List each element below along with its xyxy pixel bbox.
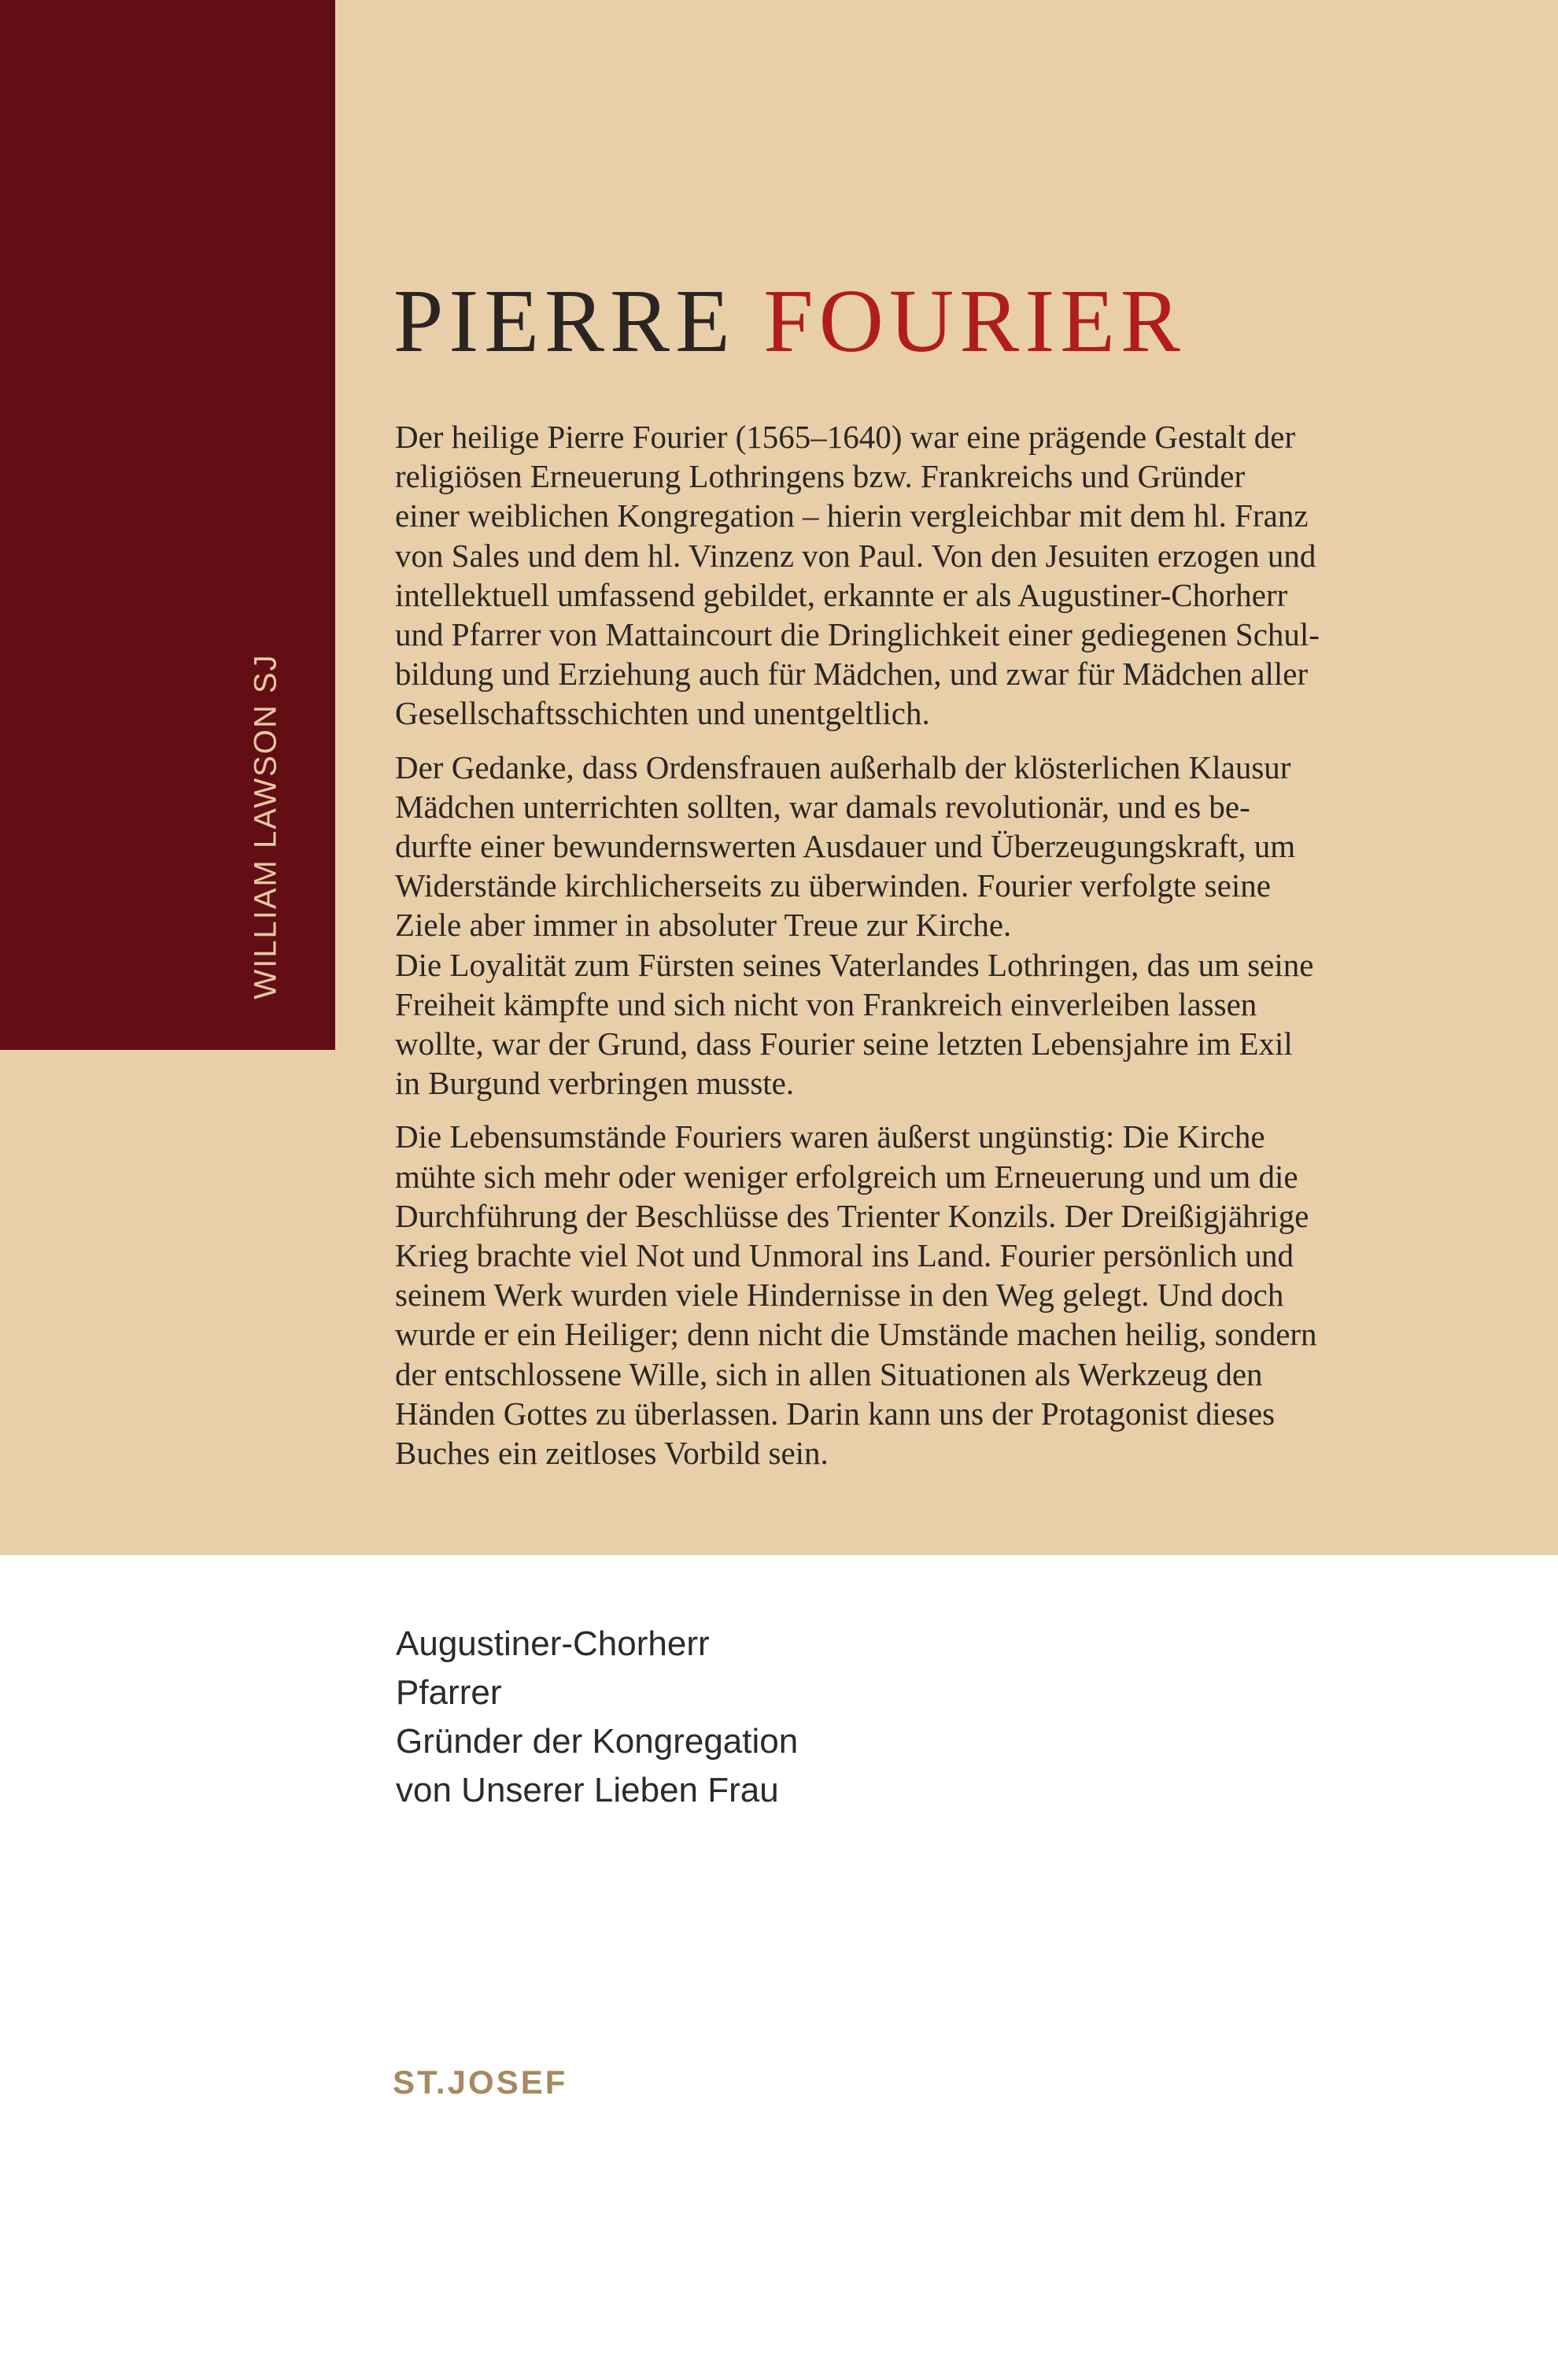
blurb-paragraph-4: Die Lebensumstände Fouriers waren äußerst ungünstig: Die Kirche mühte sich mehr oder weniger erfolgreich um Erneuerung und um die Durchführung der Beschlüsse des Trienter Konzils. Der Dreißigjährige Krieg brachte viel Not und Unmoral ins Land. Fourier persönlich und seinem Werk wurden viele Hindernisse in den Weg gelegt. Und doch wurde er ein Heiliger; denn nicht die Umstände machen heilig, sondern der entschlossene Wille, sich in allen Situationen als Werkzeug den Händen Gottes zu überlassen. Darin kann uns der Protagonist dieses Buches ein zeitloses Vorbild sein. bbox=[395, 1118, 1317, 1472]
subtitle-line: Gründer der Kongregation bbox=[396, 1722, 799, 1761]
blurb-paragraph-2: Der Gedanke, dass Ordensfrauen außerhalb der klösterlichen Klausur Mädchen unterrichten sollten, war damals revolutionär, und es be- durfte einer bewundernswerten Ausdauer und Überzeugungskraft, um Widerstände kirchlicherseits zu überwinden. Fourier verfolgte seine Ziele aber immer in absoluter Treue zur Kirche. bbox=[395, 748, 1296, 944]
title-first-word: PIERRE bbox=[393, 271, 736, 371]
subtitle-line: Pfarrer bbox=[396, 1673, 502, 1712]
blurb-paragraph-3: Die Loyalität zum Fürsten seines Vaterlandes Lothringen, das um seine Freiheit kämpfte und sich nicht von Frankreich einverleiben lassen wollte, war der Grund, dass Fourier seine letzten Lebensjahre im Exil in Burgund verbringen musste. bbox=[395, 946, 1314, 1102]
title-second-word: FOURIER bbox=[763, 271, 1186, 371]
subtitle-line: von Unserer Lieben Frau bbox=[396, 1771, 779, 1809]
author-band bbox=[0, 0, 335, 1050]
blurb-paragraph-1: Der heilige Pierre Fourier (1565–1640) war eine prägende Gestalt der religiösen Erneuerung Lothringens bzw. Frankreichs und Gründer einer weiblichen Kongregation – hierin vergleichbar mit dem hl. Franz von Sales und dem hl. Vinzenz von Paul. Von den Jesuiten erzogen und intellektuell umfassend gebildet, erkannte er als Augustiner-Chorherr und Pfarrer von Mattaincourt die Dringlichkeit einer gediegenen Schul- bildung und Erziehung auch für Mädchen, und zwar für Mädchen aller Gesellschaftsschichten und unentgeltlich. bbox=[395, 419, 1320, 732]
publisher-logo: ST.JOSEF bbox=[393, 2064, 568, 2101]
blurb bbox=[395, 417, 1399, 1487]
author-name-text: WILLIAM LAWSON SJ bbox=[248, 653, 283, 1000]
book-title bbox=[393, 268, 1186, 375]
subtitle-line: Augustiner-Chorherr bbox=[396, 1624, 710, 1663]
subtitle-list bbox=[396, 1620, 798, 1815]
